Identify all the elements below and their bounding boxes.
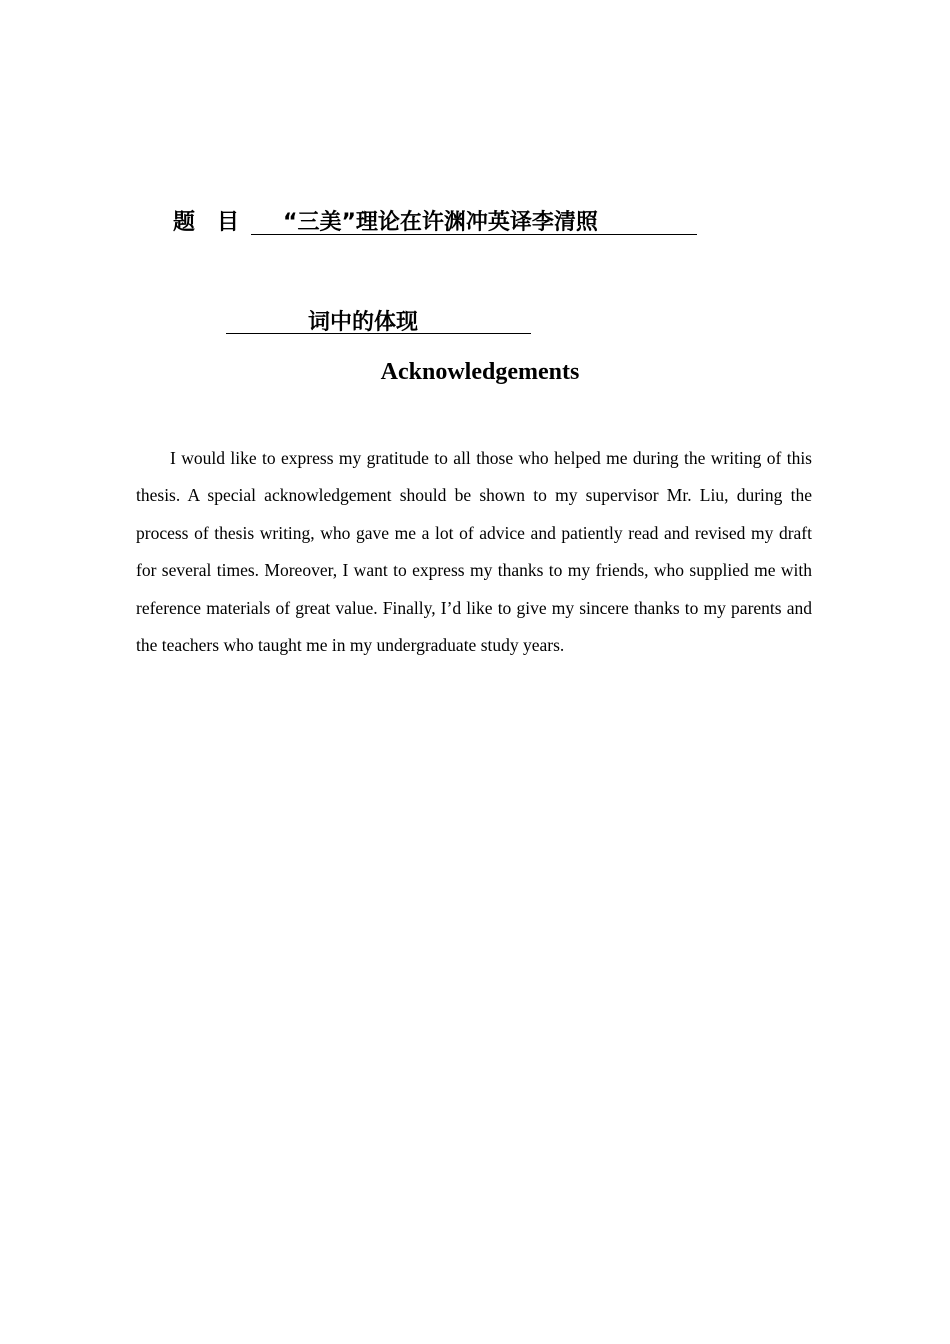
acknowledgements-heading: Acknowledgements xyxy=(380,359,580,385)
thesis-title-line-1: “三美”理论在许渊冲英译李清照 xyxy=(283,210,598,235)
title-label: 题 目 xyxy=(173,210,240,235)
acknowledgements-paragraph: I would like to express my gratitude to all those who helped me during the writing of this thesis. A special acknowledgement should be shown to my supervisor Mr. Liu, during the process of thesis writing, who gave me a lot of advice and patiently read and revised my draft for several times. Moreover, I want to express my thanks to my friends, who supplied me with reference materials of great value. Finally, I’d like to give my sincere thanks to my parents and the teachers who taught me in my undergraduate study years. xyxy=(136,448,812,656)
title-field-label xyxy=(173,206,251,240)
thesis-title-line-2: 词中的体现 xyxy=(308,310,419,335)
